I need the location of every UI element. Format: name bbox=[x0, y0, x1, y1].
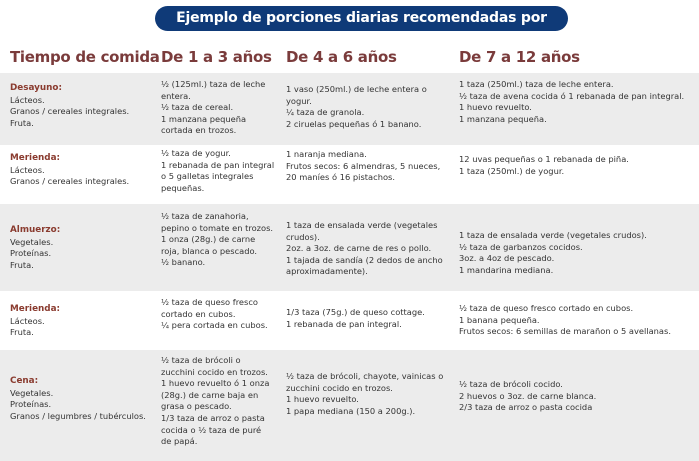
portion-age-7-12: ½ taza de queso fresco cortado en cubos. 1 banana pequeña. Frutos secos: 6 semillas de marañon o 5 avellanas. bbox=[459, 303, 671, 337]
meal-name: Merienda: bbox=[10, 304, 61, 314]
meal-name: Merienda: bbox=[10, 153, 61, 163]
portion-age-7-12: 1 taza (250ml.) taza de leche entera. ½ taza de avena cocida ó 1 rebanada de pan integral. 1 huevo revuelto. 1 manzana pequeña. bbox=[459, 79, 685, 124]
portion-age-7-12: ½ taza de brócoli cocido. 2 huevos o 3oz. de carne blanca. 2/3 taza de arroz o pasta cocida bbox=[459, 379, 597, 413]
header-age-4-6: De 4 a 6 años bbox=[286, 48, 397, 66]
header-meal-time: Tiempo de comida bbox=[10, 48, 160, 66]
page-title: Ejemplo de porciones diarias recomendadas por edades bbox=[155, 6, 568, 31]
portion-age-1-3: ½ taza de zanahoria, pepino o tomate en trozos. 1 onza (28g.) de carne roja, blanca o pescado. ½ banano. bbox=[161, 211, 274, 268]
header-age-1-3: De 1 a 3 años bbox=[161, 48, 272, 66]
portion-age-7-12: 12 uvas pequeñas o 1 rebanada de piña. 1 taza (250ml.) de yogur. bbox=[459, 154, 629, 176]
food-groups: Lácteos. Granos / cereales integrales. Fruta. bbox=[10, 95, 130, 128]
table-row bbox=[0, 291, 699, 350]
portion-age-4-6: ½ taza de brócoli, chayote, vainicas o zucchini cocido en trozos. 1 huevo revuelto. 1 papa mediana (150 a 200g.). bbox=[286, 371, 444, 416]
food-groups: Lácteos. Granos / cereales integrales. bbox=[10, 165, 130, 187]
meal-name: Almuerzo: bbox=[10, 225, 61, 235]
portion-age-7-12: 1 taza de ensalada verde (vegetales crudos). ½ taza de garbanzos cocidos. 3oz. a 4oz de pescado. 1 mandarina mediana. bbox=[459, 230, 647, 275]
table-row bbox=[0, 145, 699, 204]
portion-age-1-3: ½ (125ml.) taza de leche entera. ½ taza de cereal. 1 manzana pequeña cortada en trozos. bbox=[161, 79, 266, 136]
portion-age-4-6: 1 taza de ensalada verde (vegetales crudos). 2oz. a 3oz. de carne de res o pollo. 1 tajada de sandía (2 dedos de ancho aproximadamente). bbox=[286, 220, 443, 277]
food-groups: Vegetales. Proteínas. Granos / legumbres / tubérculos. bbox=[10, 388, 146, 421]
table-row bbox=[0, 73, 699, 145]
food-groups: Lácteos. Fruta. bbox=[10, 316, 45, 338]
food-groups: Vegetales. Proteínas. Fruta. bbox=[10, 237, 54, 270]
portion-age-4-6: 1 naranja mediana. Frutos secos: 6 almendras, 5 nueces, 20 maníes ó 16 pistachos. bbox=[286, 149, 441, 183]
portion-age-4-6: 1/3 taza (75g.) de queso cottage. 1 rebanada de pan integral. bbox=[286, 307, 425, 329]
portion-age-4-6: 1 vaso (250ml.) de leche entera o yogur. ¼ taza de granola. 2 ciruelas pequeñas ó 1 banano. bbox=[286, 84, 427, 129]
header-age-7-12: De 7 a 12 años bbox=[459, 48, 580, 66]
meal-name: Desayuno: bbox=[10, 83, 62, 93]
portion-age-1-3: ½ taza de queso fresco cortado en cubos. ¼ pera cortada en cubos. bbox=[161, 297, 268, 331]
portion-age-1-3: ½ taza de yogur. 1 rebanada de pan integral o 5 galletas integrales pequeñas. bbox=[161, 148, 275, 193]
meal-name: Cena: bbox=[10, 376, 39, 386]
table-row bbox=[0, 204, 699, 291]
table-row bbox=[0, 350, 699, 461]
portion-age-1-3: ½ taza de brócoli o zucchini cocido en trozos. 1 huevo revuelto ó 1 onza (28g.) de carne baja en grasa o pescado. 1/3 taza de arroz o pasta cocida o ½ taza de puré de papá. bbox=[161, 355, 270, 447]
